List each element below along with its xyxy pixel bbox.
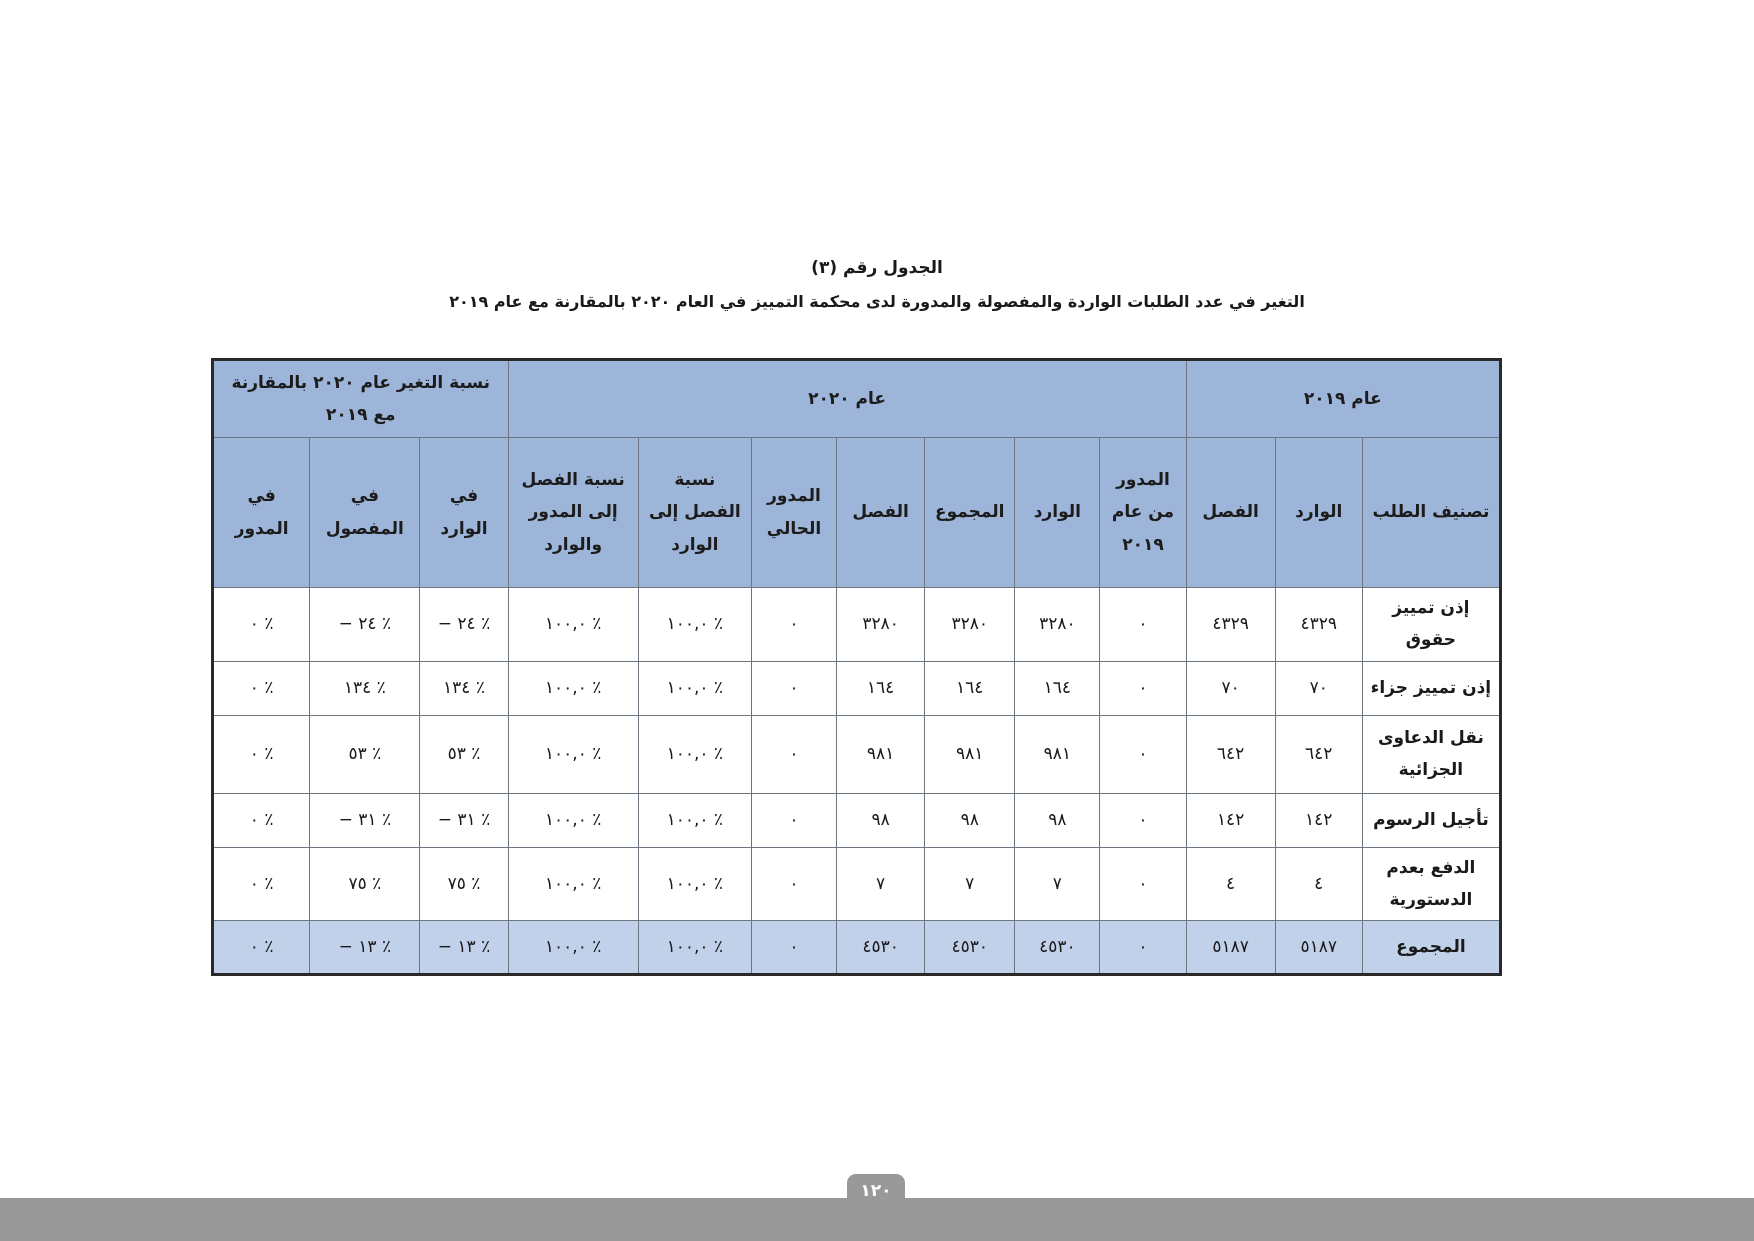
total-cell: ٠ <box>751 921 836 975</box>
table-cell: ٪ ٠ <box>213 793 310 847</box>
table-cell: ٪ ٠ <box>213 715 310 793</box>
table-cell: ٪ ٢٤ − <box>310 588 420 662</box>
table-row <box>213 793 1501 847</box>
row-category: تأجيل الرسوم <box>1362 793 1500 847</box>
table-cell: ٪ ١٠٠,٠ <box>508 588 638 662</box>
row-category: نقل الدعاوى الجزائية <box>1362 715 1500 793</box>
table-cell: ٪ ١٠٠,٠ <box>638 661 751 715</box>
stats-table <box>211 358 1502 976</box>
table-row <box>213 588 1501 662</box>
table-cell: ٦٤٢ <box>1186 715 1275 793</box>
column-header: الوارد <box>1275 438 1362 588</box>
table-cell: ٠ <box>751 661 836 715</box>
table-cell: ٠ <box>1100 661 1186 715</box>
total-cell: ٥١٨٧ <box>1186 921 1275 975</box>
table-cell: ٪ ١٠٠,٠ <box>638 847 751 921</box>
column-header: في المدور <box>213 438 310 588</box>
table-cell: ٠ <box>1100 847 1186 921</box>
table-cell: ٠ <box>751 588 836 662</box>
table-cell: ٪ ٠ <box>213 847 310 921</box>
column-header: في الوارد <box>420 438 508 588</box>
table-cell: ٪ ٣١ − <box>420 793 508 847</box>
table-cell: ٪ ١٠٠,٠ <box>638 793 751 847</box>
table-cell: ٠ <box>1100 715 1186 793</box>
total-cell: ٪ ١٠٠,٠ <box>638 921 751 975</box>
total-cell: ٥١٨٧ <box>1275 921 1362 975</box>
table-cell: ٪ ١٠٠,٠ <box>508 715 638 793</box>
table-cell: ٪ ١٠٠,٠ <box>508 847 638 921</box>
total-cell: ٠ <box>1100 921 1186 975</box>
table-cell: ٪ ١٠٠,٠ <box>508 793 638 847</box>
table-row <box>213 661 1501 715</box>
total-cell: ٤٥٣٠ <box>1015 921 1100 975</box>
table-cell: ٠ <box>751 793 836 847</box>
column-header-row <box>213 438 1501 588</box>
table-cell: ٠ <box>1100 588 1186 662</box>
table-row <box>213 847 1501 921</box>
table-cell: ٪ ٧٥ <box>310 847 420 921</box>
table-cell: ٪ ٢٤ − <box>420 588 508 662</box>
row-category: إذن تمييز جزاء <box>1362 661 1500 715</box>
table-cell: ٩٨١ <box>925 715 1015 793</box>
table-cell: ٪ ٠ <box>213 661 310 715</box>
table-title: الجدول رقم (٣) <box>811 258 943 278</box>
column-header: الوارد <box>1015 438 1100 588</box>
column-header: نسبة الفصل إلى الوارد <box>638 438 751 588</box>
column-header: الفصل <box>837 438 925 588</box>
table-cell: ٪ ١٣٤ <box>420 661 508 715</box>
table-cell: ٩٨ <box>925 793 1015 847</box>
total-cell: ٪ ٠ <box>213 921 310 975</box>
group-header-2020: عام ٢٠٢٠ <box>508 360 1186 438</box>
group-header-2019: عام ٢٠١٩ <box>1186 360 1500 438</box>
total-label: المجموع <box>1362 921 1500 975</box>
table-cell: ٤ <box>1275 847 1362 921</box>
table-cell: ٩٨١ <box>1015 715 1100 793</box>
table-cell: ٩٨ <box>837 793 925 847</box>
table-cell: ٣٢٨٠ <box>925 588 1015 662</box>
column-header: المجموع <box>925 438 1015 588</box>
table-cell: ٩٨ <box>1015 793 1100 847</box>
table-cell: ٤ <box>1186 847 1275 921</box>
table-cell: ٦٤٢ <box>1275 715 1362 793</box>
table-cell: ٣٢٨٠ <box>1015 588 1100 662</box>
total-cell: ٤٥٣٠ <box>925 921 1015 975</box>
table-row <box>213 715 1501 793</box>
table-subtitle: التغير في عدد الطلبات الواردة والمفصولة والمدورة لدى محكمة التمييز في العام ٢٠٢٠ بالمقارنة مع عام ٢٠١٩ <box>449 292 1305 311</box>
table-cell: ١٦٤ <box>1015 661 1100 715</box>
page-number: ١٢٠ <box>847 1174 905 1206</box>
column-header: المدور من عام ٢٠١٩ <box>1100 438 1186 588</box>
group-header-change: نسبة التغير عام ٢٠٢٠ بالمقارنة مع ٢٠١٩ <box>213 360 509 438</box>
table-cell: ٪ ٣١ − <box>310 793 420 847</box>
table-cell: ٧ <box>837 847 925 921</box>
table-cell: ٪ ٥٣ <box>420 715 508 793</box>
table-cell: ٧ <box>1015 847 1100 921</box>
table-cell: ٪ ٠ <box>213 588 310 662</box>
table-cell: ٠ <box>751 847 836 921</box>
table-cell: ١٤٢ <box>1186 793 1275 847</box>
column-header: في المفصول <box>310 438 420 588</box>
column-header: تصنيف الطلب <box>1362 438 1500 588</box>
table-cell: ٩٨١ <box>837 715 925 793</box>
table-cell: ٣٢٨٠ <box>837 588 925 662</box>
row-category: الدفع بعدم الدستورية <box>1362 847 1500 921</box>
table-cell: ١٦٤ <box>925 661 1015 715</box>
table-cell: ١٤٢ <box>1275 793 1362 847</box>
column-header: الفصل <box>1186 438 1275 588</box>
table-cell: ٧٠ <box>1186 661 1275 715</box>
table-cell: ٤٣٢٩ <box>1275 588 1362 662</box>
row-category: إذن تمييز حقوق <box>1362 588 1500 662</box>
table-cell: ١٦٤ <box>837 661 925 715</box>
column-header: المدور الحالي <box>751 438 836 588</box>
table-cell: ٪ ١٠٠,٠ <box>638 715 751 793</box>
table-cell: ٪ ١٣٤ <box>310 661 420 715</box>
table-cell: ٧ <box>925 847 1015 921</box>
table-cell: ٠ <box>1100 793 1186 847</box>
total-row <box>213 921 1501 975</box>
total-cell: ٪ ١٠٠,٠ <box>508 921 638 975</box>
total-cell: ٤٥٣٠ <box>837 921 925 975</box>
total-cell: ٪ ١٣ − <box>420 921 508 975</box>
table-cell: ٪ ٧٥ <box>420 847 508 921</box>
table-body <box>213 588 1501 975</box>
table-cell: ٠ <box>751 715 836 793</box>
column-header: نسبة الفصل إلى المدور والوارد <box>508 438 638 588</box>
table-cell: ٤٣٢٩ <box>1186 588 1275 662</box>
total-cell: ٪ ١٣ − <box>310 921 420 975</box>
table-cell: ٧٠ <box>1275 661 1362 715</box>
table-cell: ٪ ٥٣ <box>310 715 420 793</box>
table-cell: ٪ ١٠٠,٠ <box>508 661 638 715</box>
table-cell: ٪ ١٠٠,٠ <box>638 588 751 662</box>
